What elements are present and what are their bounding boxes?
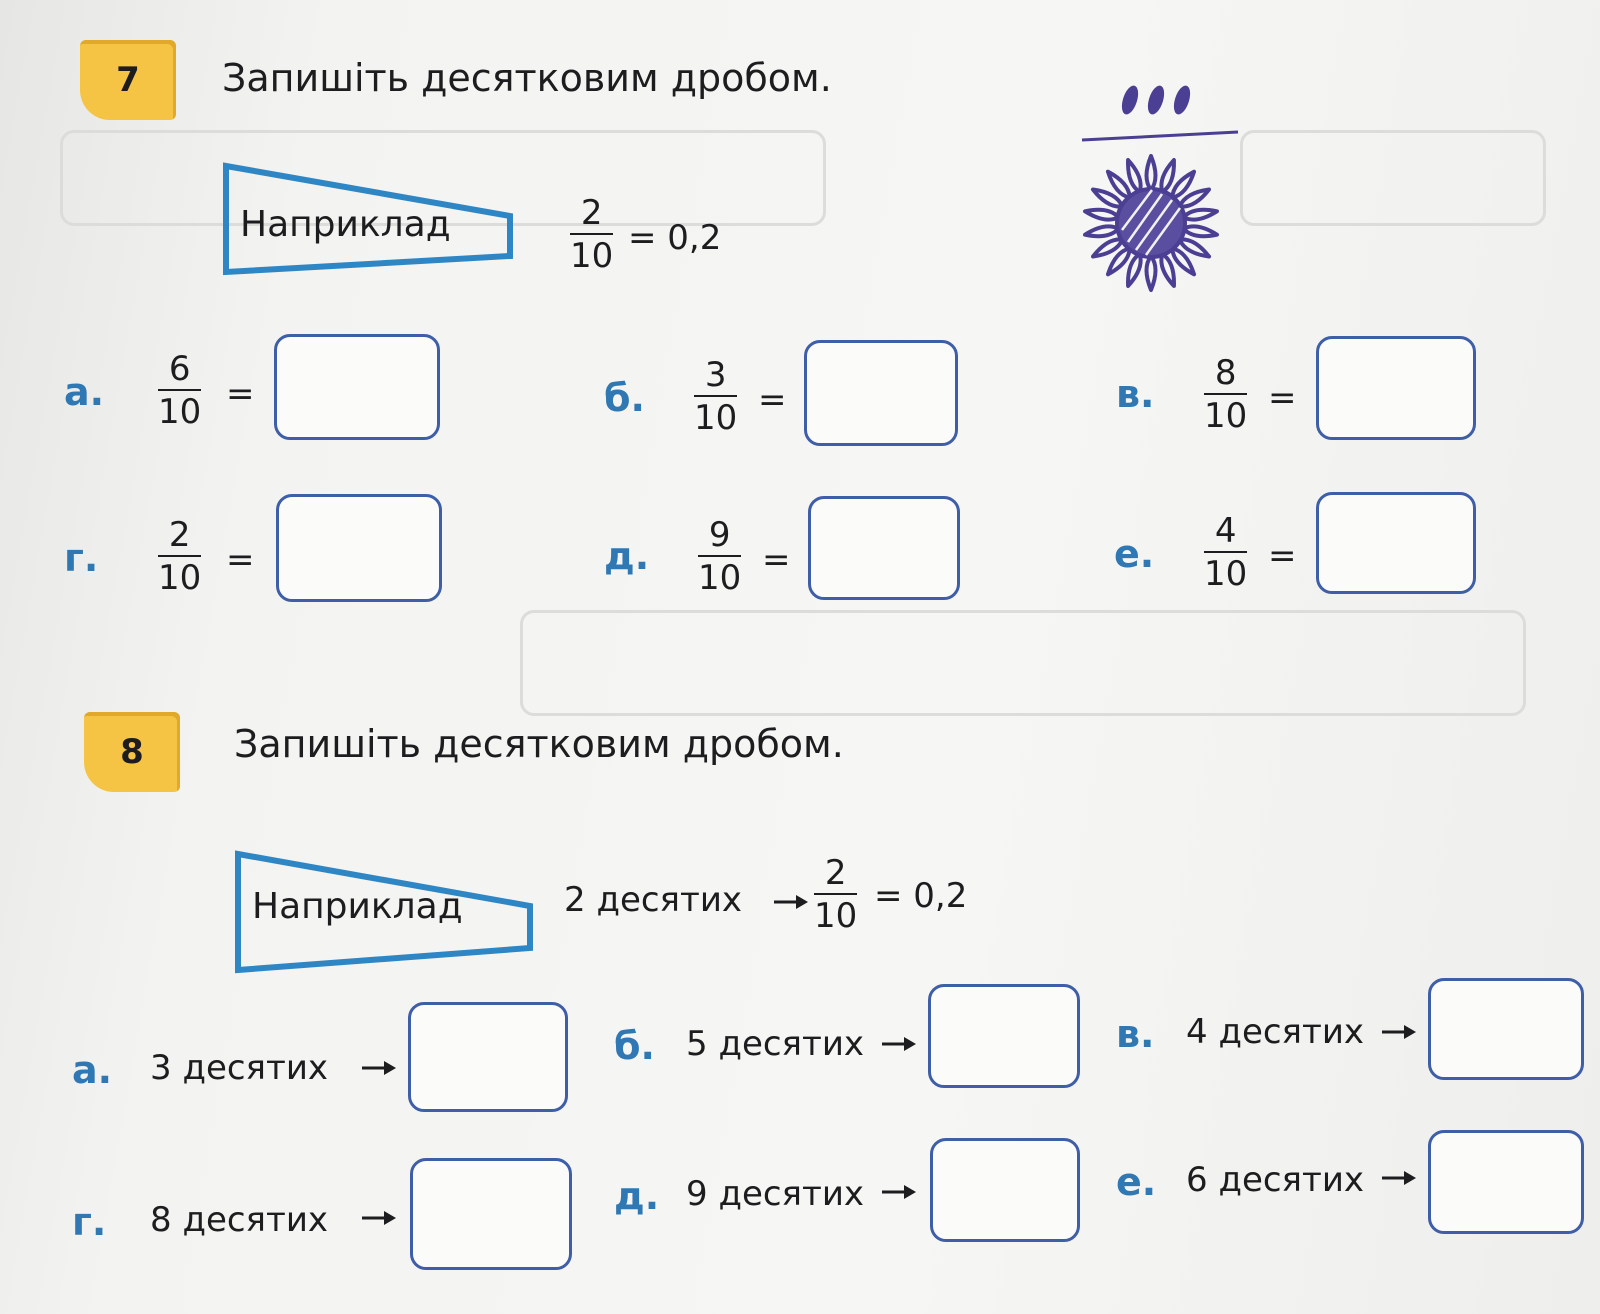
equals-sign: = [1268, 536, 1297, 576]
arrow-right-icon [772, 892, 810, 912]
answer-box-8b[interactable] [928, 984, 1080, 1088]
item-letter-a: а. [72, 1048, 113, 1092]
item-letter-e: е. [1116, 1160, 1157, 1204]
arrow-right-icon [1380, 1168, 1418, 1188]
item-e-fraction: 4 10 [1204, 511, 1248, 594]
task-7-example-banner [222, 160, 522, 280]
item-v-fraction: 8 10 [1204, 353, 1248, 436]
answer-box-7b[interactable] [804, 340, 958, 446]
item-b-text: 5 десятих [686, 1024, 865, 1064]
item-g-fraction: 2 10 [158, 515, 202, 598]
answer-box-7e[interactable] [1316, 492, 1476, 594]
example-fraction: 2 10 [570, 193, 614, 276]
example-label: Наприклад [252, 886, 463, 927]
item-e-text: 6 десятих [1186, 1160, 1365, 1200]
item-letter-g: г. [64, 536, 99, 580]
answer-box-8e[interactable] [1428, 1130, 1584, 1234]
arrow-right-icon [360, 1058, 398, 1078]
arrow-right-icon [880, 1182, 918, 1202]
item-g-text: 8 десятих [150, 1200, 329, 1240]
show-through-decoration [520, 610, 1526, 716]
task-7-instruction: Запишіть десятковим дробом. [222, 56, 832, 100]
answer-box-8v[interactable] [1428, 978, 1584, 1080]
arrow-right-icon [1380, 1022, 1418, 1042]
example-text: 2 десятих [564, 880, 743, 920]
item-a-text: 3 десятих [150, 1048, 329, 1088]
item-d-text: 9 десятих [686, 1174, 865, 1214]
equals-sign: = [758, 380, 787, 420]
item-letter-b: б. [614, 1024, 655, 1068]
task-8-badge [84, 712, 180, 792]
answer-box-7g[interactable] [276, 494, 442, 602]
item-b-fraction: 3 10 [694, 355, 738, 438]
equals-sign: = [762, 540, 791, 580]
item-letter-g: г. [72, 1200, 107, 1244]
task-number: 8 [120, 732, 144, 772]
equals-sign: = [226, 374, 255, 414]
item-letter-d: д. [614, 1174, 660, 1218]
answer-box-8g[interactable] [410, 1158, 572, 1270]
answer-box-8d[interactable] [930, 1138, 1080, 1242]
item-letter-v: в. [1116, 1012, 1155, 1056]
answer-box-7a[interactable] [274, 334, 440, 440]
item-letter-d: д. [604, 534, 650, 578]
item-letter-b: б. [604, 376, 645, 420]
answer-box-7v[interactable] [1316, 336, 1476, 440]
example-result: = 0,2 [874, 876, 968, 916]
example-result: = 0,2 [628, 218, 722, 258]
example-label: Наприклад [240, 204, 451, 245]
item-v-text: 4 десятих [1186, 1012, 1365, 1052]
sunflower-icon [1066, 138, 1236, 308]
task-7-badge [80, 40, 176, 120]
item-letter-a: а. [64, 370, 105, 414]
item-letter-e: е. [1114, 532, 1155, 576]
equals-sign: = [1268, 378, 1297, 418]
show-through-decoration [1240, 130, 1546, 226]
item-a-fraction: 6 10 [158, 349, 202, 432]
equals-sign: = [226, 540, 255, 580]
arrow-right-icon [880, 1034, 918, 1054]
arrow-right-icon [360, 1208, 398, 1228]
answer-box-7d[interactable] [808, 496, 960, 600]
item-d-fraction: 9 10 [698, 515, 742, 598]
item-letter-v: в. [1116, 372, 1155, 416]
example-fraction: 2 10 [814, 853, 858, 936]
task-number: 7 [116, 60, 140, 100]
task-8-example-banner [234, 848, 544, 978]
task-8-instruction: Запишіть десятковим дробом. [234, 722, 844, 766]
answer-box-8a[interactable] [408, 1002, 568, 1112]
